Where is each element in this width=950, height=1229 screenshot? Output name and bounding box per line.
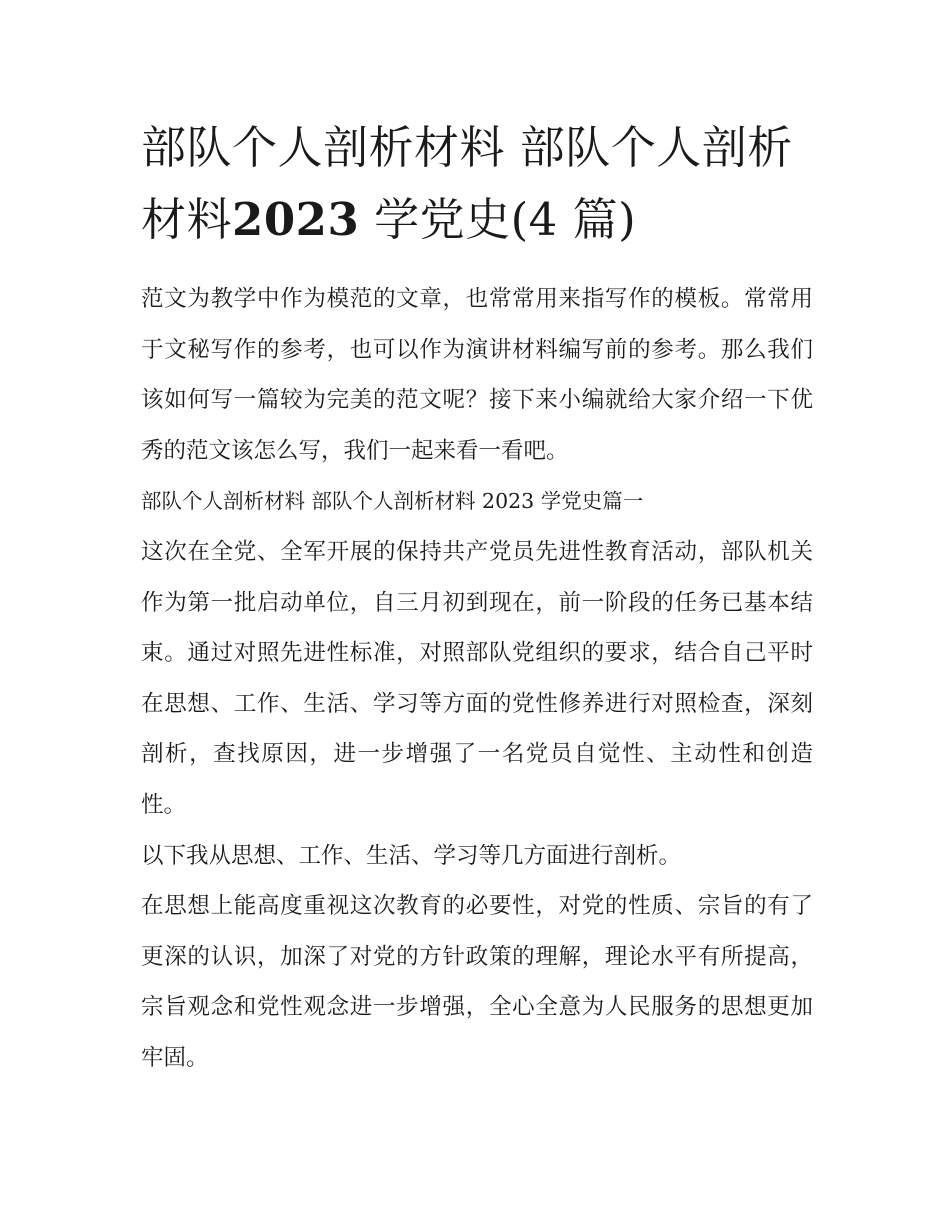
section-heading: 部队个人剖析材料 部队个人剖析材料 2023 学党史篇一 — [141, 489, 644, 514]
body-paragraph: 在思想上能高度重视这次教育的必要性，对党的性质、宗旨的有了更深的认识，加深了对党的方针政策的理解，理论水平有所提高，宗旨观念和党性观念进一步增强，全心全意为人民服务的思想更加牢固。 — [141, 893, 813, 1071]
intro-paragraph: 范文为教学中作为模范的文章，也常常用来指写作的模板。常常用于文秘写作的参考，也可以作为演讲材料编写前的参考。那么我们该如何写一篇较为完美的范文呢？接下来小编就给大家介绍一下优秀的范文该怎么写，我们一起来看一看吧。 — [141, 286, 813, 464]
body-paragraph: 这次在全党、全军开展的保持共产党员先进性教育活动，部队机关作为第一批启动单位，自三月初到现在，前一阶段的任务已基本结束。通过对照先进性标准，对照部队党组织的要求，结合自己平时在思想、工作、生活、学习等方面的党性修养进行对照检查，深刻剖析，查找原因，进一步增强了一名党员自觉性、主动性和创造性。 — [141, 538, 813, 818]
title-text-part2: 学党史(4 篇) — [374, 193, 637, 246]
document-page — [141, 112, 813, 1084]
title-text-part1: 部队个人剖析材料 部队个人剖析材料 — [141, 121, 793, 246]
body-paragraph: 以下我从思想、工作、生活、学习等几方面进行剖析。 — [141, 842, 682, 869]
document-body — [141, 274, 813, 1084]
title-year: 2023 — [232, 193, 360, 246]
document-title — [141, 112, 813, 256]
